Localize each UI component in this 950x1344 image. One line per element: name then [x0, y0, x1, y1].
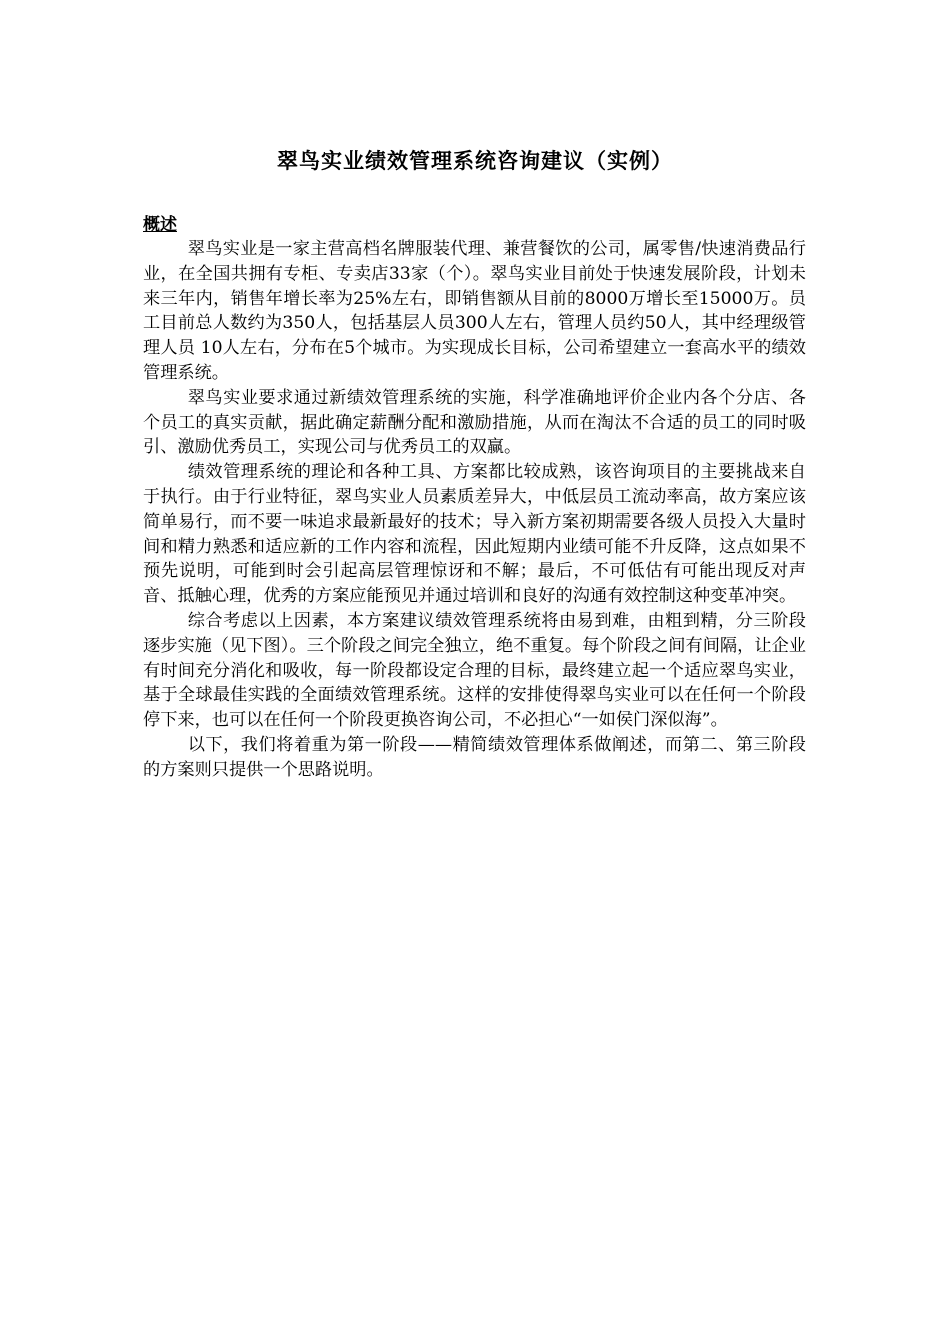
document-title: 翠鸟实业绩效管理系统咨询建议（实例） [277, 149, 673, 173]
paragraph: 翠鸟实业是一家主营高档名牌服装代理、兼营餐饮的公司，属零售/快速消费品行业，在全国共拥有专柜、专卖店33家（个）。翠鸟实业目前处于快速发展阶段，计划未来三年内，销售年增长率为25%左右，即销售额从目前的8000万增长至15000万。员工目前总人数约为350人，包括基层人员300人左右，管理人员约50人，其中经理级管理人员 10人左右，分布在5个城市。为实现成长目标，公司希望建立一套高水平的绩效管理系统。 [143, 239, 806, 383]
paragraph: 综合考虑以上因素，本方案建议绩效管理系统将由易到难，由粗到精，分三阶段逐步实施（见下图）。三个阶段之间完全独立，绝不重复。每个阶段之间有间隔，让企业有时间充分消化和吸收，每一阶段都设定合理的目标，最终建立起一个适应翠鸟实业，基于全球最佳实践的全面绩效管理系统。这样的安排使得翠鸟实业可以在任何一个阶段停下来，也可以在任何一个阶段更换咨询公司，不必担心“一如侯门深似海”。 [143, 610, 806, 731]
section-heading-overview: 概述 [143, 215, 177, 235]
paragraph: 绩效管理系统的理论和各种工具、方案都比较成熟，该咨询项目的主要挑战来自于执行。由于行业特征，翠鸟实业人员素质差异大，中低层员工流动率高，故方案应该简单易行，而不要一味追求最新最好的技术；导入新方案初期需要各级人员投入大量时间和精力熟悉和适应新的工作内容和流程，因此短期内业绩可能不升反降，这点如果不预先说明，可能到时会引起高层管理惊讶和不解；最后，不可低估有可能出现反对声音、抵触心理，优秀的方案应能预见并通过培训和良好的沟通有效控制这种变革冲突。 [143, 462, 806, 607]
document-body [143, 237, 806, 783]
paragraph: 翠鸟实业要求通过新绩效管理系统的实施，科学准确地评价企业内各个分店、各个员工的真实贡献，据此确定薪酬分配和激励措施，从而在淘汰不合适的员工的同时吸引、激励优秀员工，实现公司与优秀员工的双赢。 [143, 387, 806, 458]
paragraph: 以下，我们将着重为第一阶段——精简绩效管理体系做阐述，而第二、第三阶段的方案则只提供一个思路说明。 [143, 734, 806, 780]
